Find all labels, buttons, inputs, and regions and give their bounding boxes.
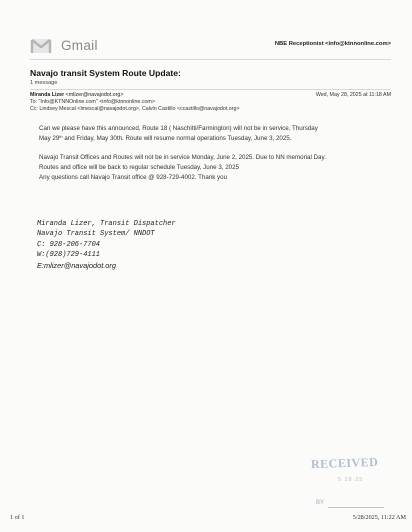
signature-line: Navajo Transit System/ NNDOT [37,230,155,239]
email-subject: Navajo transit System Route Update: [30,68,181,78]
stamp-received-text: RECEIVED [310,454,379,472]
body-line: Can we please have this announced, Route 18 ( Naschitti/Farmington) will not be in service, Thursday [39,125,318,132]
stamp-by: BY [316,500,325,506]
stamp-by-line [328,507,384,508]
body-line: Navajo Transit Offices and Routes will not be in service Monday, June 2, 2025. Due to NN memorial Day. [39,154,326,161]
signature-line: C: 928-206-7704 [37,240,101,249]
sender-line [30,92,123,98]
signature-line: W:(928)729-4111 [37,251,101,260]
body-line: May 29th and Friday, May 30th. Route will resume normal operations Tuesday, June 3, 2025. [39,134,292,142]
cc-line: Cc: Lindsey Mescal <lmescal@navajodot.org>, Calvin Castillo <ccastillo@navajodot.org> [30,106,240,112]
body-paragraph-2 [39,153,391,183]
message-count: 1 message [30,80,58,86]
print-timestamp: 5/28/2025, 11:22 AM [352,514,406,521]
sender-email: <mlizer@navajodot.org> [65,92,124,98]
gmail-logo [30,37,98,54]
sender-name: Miranda Lizer [30,92,65,98]
header-divider [30,59,391,60]
thread-divider [30,89,391,90]
gmail-logo-text: Gmail [61,38,98,53]
gmail-m-icon [30,37,52,54]
body-line: Any questions call Navajo Transit office @ 928-729-4002. Thank you [39,174,228,181]
signature-line: E:mlizer@navajodot.org [37,260,116,270]
received-stamp [306,452,398,514]
recipient-line: To: "Info@KTNNOnline.com" <info@ktnnonline.com> [30,99,155,105]
stamp-date: 5 28 25 [338,477,364,483]
signature-block [37,219,176,271]
account-label: NBE Receptionist <info@ktnnonline.com> [274,41,391,47]
body-line: Routes and office will be back to regular schedule Tuesday, June 3, 2025 [39,164,239,171]
body-paragraph-1 [39,124,391,144]
sent-date: Wed, May 28, 2025 at 11:18 AM [315,92,391,98]
page-number: 1 of 1 [10,514,25,521]
signature-line: Miranda Lizer, Transit Dispatcher [37,220,176,228]
